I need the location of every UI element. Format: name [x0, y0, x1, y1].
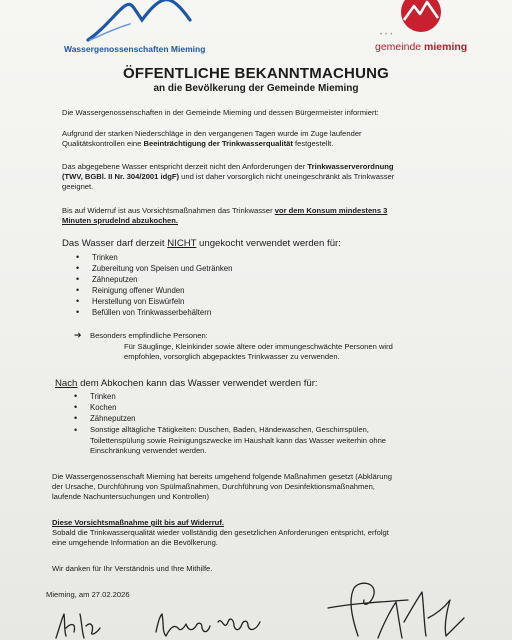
place-date: Mieming, am 27.02.2026 — [46, 590, 130, 599]
mountain-logo-icon — [86, 0, 196, 42]
left-logo-text: Wassergenossenschaften Mieming — [64, 44, 206, 54]
after-section-heading: Nach dem Abkochen kann das Wasser verwendet werden für: — [55, 378, 318, 389]
sensitive-text: Für Säuglinge, Kleinkinder sowie ältere oder immungeschwächte Personen wird empfohlen, vorsorglich abgepacktes Trinkwasser zu verwenden. — [124, 342, 393, 361]
list-item: • Trinken — [76, 252, 232, 263]
list-item: • Kochen — [74, 402, 136, 413]
para-revocation: Diese Vorsichtsmaßnahme gilt bis auf Widerruf. Sobald die Trinkwasserqualität wieder vollständig den gesetzlichen Anforderungen entspricht, erfolgt eine umgehende Information an die Bevölkerung. — [52, 518, 389, 547]
para-measures: Die Wassergenossenschaft Mieming hat bereits umgehend folgende Maßnahmen gesetzt (Abklärung der Ursache, Durchführung von Spülmaßnahmen, Durchführung von Desinfektionsmaßnahmen, laufende Nachuntersuchungen und Kontrollen) — [52, 472, 392, 501]
sensitive-label: Besonders empfindliche Personen: — [90, 331, 208, 340]
list-item: • Zähneputzen — [76, 274, 232, 285]
list-item: • Befüllen von Trinkwasserbehältern — [76, 307, 232, 318]
para-boil-notice: Bis auf Widerruf ist aus Vorsichtsmaßnahmen das Trinkwasser vor dem Konsum mindestens 3 Minuten sprudelnd abzukochen. — [62, 206, 388, 225]
para-regulation: Das abgegebene Wasser entspricht derzeit nicht den Anforderungen der Trinkwasserverordnung (TWV, BGBl. II Nr. 304/2001 idgF) und ist daher vorsorglich nicht uneingeschränkt als Trinkwasser geeignet. — [62, 162, 395, 191]
list-item: • Zähneputzen — [74, 413, 136, 424]
list-item: • Zubereitung von Speisen und Getränken — [76, 263, 232, 274]
signature-2-icon — [152, 602, 272, 640]
page-subtitle: an die Bevölkerung der Gemeinde Mieming — [153, 83, 359, 94]
page-title: ÖFFENTLICHE BEKANNTMACHUNG — [122, 65, 389, 82]
signature-3-icon — [318, 578, 468, 640]
thanks-text: Wir danken für Ihr Verständnis und Ihre Mithilfe. — [52, 564, 213, 573]
mountain-circle-logo-icon — [398, 0, 444, 36]
not-allowed-list — [76, 252, 232, 319]
list-item: • Reinigung offener Wunden — [76, 285, 232, 296]
right-logo-text: gemeinde mieming — [375, 41, 468, 53]
intro-text: Die Wassergenossenschaften in der Gemeinde Mieming und dessen Bürgermeister informiert: — [62, 108, 379, 117]
allowed-list — [74, 391, 136, 424]
signature-1-icon — [52, 604, 112, 640]
not-section-heading: Das Wasser darf derzeit NICHT ungekocht verwendet werden für: — [62, 238, 341, 249]
list-item: • Trinken — [74, 391, 136, 402]
logo-dots: ••• — [380, 32, 396, 38]
para-cause: Aufgrund der starken Niederschläge in den vergangenen Tagen wurde im Zuge laufender Qualitätskontrollen eine Beeinträchtigung der Trinkwasserqualität festgestellt. — [62, 129, 362, 148]
list-item: • Herstellung von Eiswürfeln — [76, 296, 232, 307]
list-item-other: • Sonstige alltägliche Tätigkeiten: Duschen, Baden, Händewaschen, Geschirrspülen, Toilettenspülung sowie Reinigungszwecke im Haushalt kann das Wasser weiterhin ohne Einschränkung verwendet werden. — [74, 425, 387, 455]
arrow-right-icon: ➔ — [74, 330, 82, 340]
